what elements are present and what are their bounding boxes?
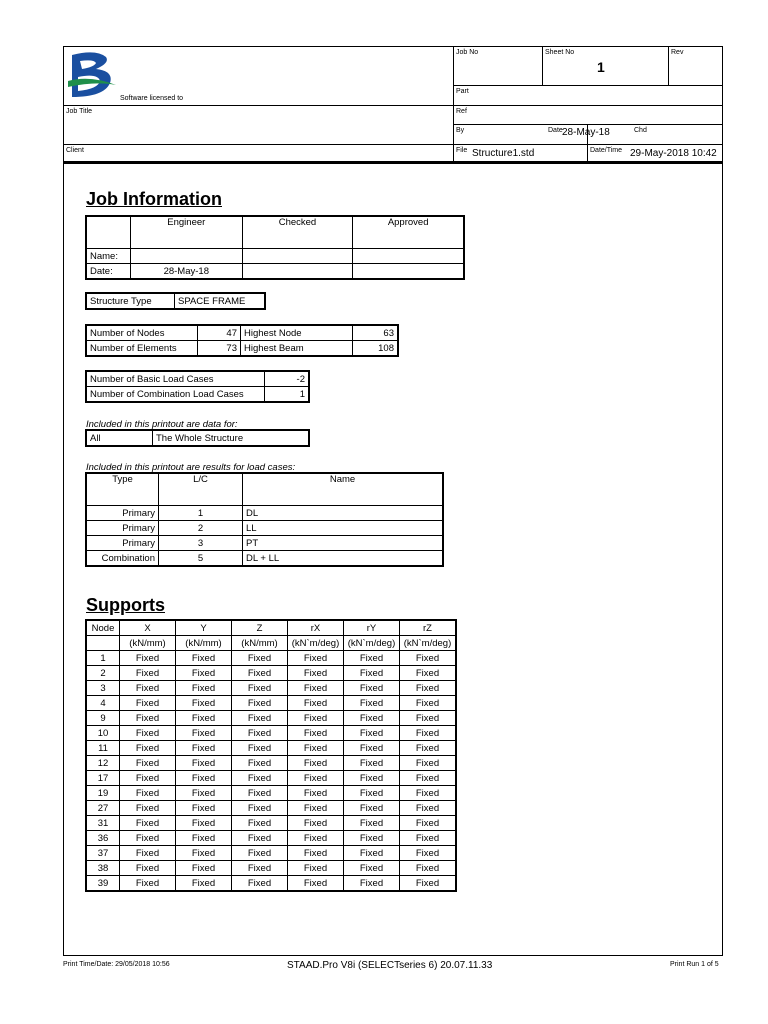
support-node: 4 [87, 696, 120, 711]
support-condition: Fixed [344, 876, 400, 891]
lc-number: 2 [159, 521, 243, 536]
lc-type: Primary [87, 506, 159, 521]
elements-label: Number of Elements [87, 341, 198, 356]
lc-type: Primary [87, 521, 159, 536]
supports-table [86, 620, 456, 891]
support-condition: Fixed [400, 831, 456, 846]
table-row [87, 876, 456, 891]
support-condition: Fixed [176, 681, 232, 696]
job-info-table [86, 216, 464, 279]
engineer-header: Engineer [130, 217, 242, 249]
part-label: Part [456, 88, 469, 95]
support-condition: Fixed [288, 816, 344, 831]
support-condition: Fixed [344, 786, 400, 801]
support-condition: Fixed [176, 786, 232, 801]
support-condition: Fixed [120, 756, 176, 771]
page-frame-right [722, 163, 723, 956]
included-data-description: The Whole Structure [153, 431, 309, 446]
supports-header-node: Node [87, 621, 120, 636]
support-condition: Fixed [176, 711, 232, 726]
date-value: 28-May-18 [562, 127, 610, 138]
support-condition: Fixed [232, 846, 288, 861]
support-condition: Fixed [400, 786, 456, 801]
support-condition: Fixed [400, 726, 456, 741]
table-row [87, 551, 443, 566]
support-condition: Fixed [400, 816, 456, 831]
included-data-caption: Included in this printout are data for: [86, 419, 238, 430]
support-node: 2 [87, 666, 120, 681]
support-condition: Fixed [288, 801, 344, 816]
support-condition: Fixed [344, 696, 400, 711]
support-condition: Fixed [344, 711, 400, 726]
lc-type: Combination [87, 551, 159, 566]
table-row [87, 521, 443, 536]
support-condition: Fixed [120, 831, 176, 846]
datetime-value: 29-May-2018 10:42 [630, 148, 717, 159]
checked-header: Checked [242, 217, 353, 249]
table-row [87, 711, 456, 726]
support-condition: Fixed [288, 666, 344, 681]
support-condition: Fixed [400, 711, 456, 726]
supports-unit: (kN`m/deg) [400, 636, 456, 651]
support-condition: Fixed [344, 831, 400, 846]
table-row [87, 536, 443, 551]
table-row [87, 726, 456, 741]
support-condition: Fixed [288, 756, 344, 771]
support-condition: Fixed [344, 801, 400, 816]
support-condition: Fixed [344, 846, 400, 861]
highest-node-value: 63 [353, 326, 398, 341]
support-node: 19 [87, 786, 120, 801]
product-version: STAAD.Pro V8i (SELECTseries 6) 20.07.11.33 [287, 960, 493, 971]
table-row [87, 756, 456, 771]
supports-heading: Supports [86, 595, 165, 615]
load-cases-table [86, 473, 443, 566]
support-condition: Fixed [232, 696, 288, 711]
lc-number: 1 [159, 506, 243, 521]
support-condition: Fixed [400, 771, 456, 786]
table-row [87, 771, 456, 786]
support-condition: Fixed [232, 876, 288, 891]
support-condition: Fixed [288, 786, 344, 801]
table-row [87, 801, 456, 816]
bentley-logo-icon [66, 51, 118, 101]
lc-name: LL [243, 521, 443, 536]
date-label: Date [548, 127, 563, 134]
support-condition: Fixed [232, 816, 288, 831]
support-condition: Fixed [232, 786, 288, 801]
basic-load-cases-value: -2 [265, 372, 309, 387]
support-condition: Fixed [288, 846, 344, 861]
structure-type-table [86, 293, 265, 309]
support-condition: Fixed [176, 771, 232, 786]
support-node: 31 [87, 816, 120, 831]
support-condition: Fixed [176, 801, 232, 816]
support-condition: Fixed [120, 861, 176, 876]
support-condition: Fixed [344, 726, 400, 741]
support-condition: Fixed [344, 681, 400, 696]
support-node: 3 [87, 681, 120, 696]
print-time: Print Time/Date: 29/05/2018 10:56 [63, 961, 170, 968]
job-information-heading: Job Information [86, 189, 222, 209]
approved-header: Approved [353, 217, 464, 249]
support-condition: Fixed [176, 651, 232, 666]
supports-header-x: X [120, 621, 176, 636]
support-condition: Fixed [344, 816, 400, 831]
support-condition: Fixed [288, 681, 344, 696]
support-condition: Fixed [232, 801, 288, 816]
support-condition: Fixed [344, 651, 400, 666]
structure-type-label: Structure Type [87, 294, 175, 309]
lc-number: 5 [159, 551, 243, 566]
table-row [87, 846, 456, 861]
support-condition: Fixed [120, 816, 176, 831]
lc-name: DL [243, 506, 443, 521]
table-row [87, 861, 456, 876]
support-condition: Fixed [176, 816, 232, 831]
support-condition: Fixed [288, 831, 344, 846]
support-condition: Fixed [232, 771, 288, 786]
table-row [87, 666, 456, 681]
support-condition: Fixed [176, 831, 232, 846]
support-condition: Fixed [176, 756, 232, 771]
lc-number: 3 [159, 536, 243, 551]
elements-value: 73 [198, 341, 241, 356]
support-condition: Fixed [400, 876, 456, 891]
file-value: Structure1.std [472, 148, 535, 159]
print-run: Print Run 1 of 5 [670, 961, 719, 968]
licensed-to-label: Software licensed to [120, 95, 184, 102]
support-condition: Fixed [176, 861, 232, 876]
supports-header-rx: rX [288, 621, 344, 636]
support-condition: Fixed [176, 876, 232, 891]
support-condition: Fixed [288, 696, 344, 711]
nodes-label: Number of Nodes [87, 326, 198, 341]
support-node: 12 [87, 756, 120, 771]
sheet-no-value: 1 [597, 59, 605, 75]
support-condition: Fixed [344, 861, 400, 876]
supports-unit [87, 636, 120, 651]
support-condition: Fixed [232, 681, 288, 696]
support-condition: Fixed [344, 666, 400, 681]
support-condition: Fixed [232, 756, 288, 771]
combination-load-cases-value: 1 [265, 387, 309, 402]
supports-unit: (kN/mm) [120, 636, 176, 651]
table-row [87, 741, 456, 756]
support-condition: Fixed [120, 846, 176, 861]
support-condition: Fixed [400, 696, 456, 711]
support-node: 10 [87, 726, 120, 741]
rev-label: Rev [671, 49, 684, 56]
table-row [87, 681, 456, 696]
supports-header-ry: rY [344, 621, 400, 636]
counts-table [86, 325, 398, 356]
support-condition: Fixed [288, 861, 344, 876]
table-row [87, 506, 443, 521]
support-node: 37 [87, 846, 120, 861]
support-condition: Fixed [288, 771, 344, 786]
job-no-label: Job No [456, 49, 479, 56]
date-row-label: Date: [87, 264, 131, 279]
support-condition: Fixed [288, 726, 344, 741]
support-condition: Fixed [232, 711, 288, 726]
lc-type: Primary [87, 536, 159, 551]
support-condition: Fixed [400, 741, 456, 756]
supports-header-rz: rZ [400, 621, 456, 636]
support-condition: Fixed [344, 771, 400, 786]
support-condition: Fixed [120, 726, 176, 741]
highest-node-label: Highest Node [241, 326, 353, 341]
chd-label: Chd [634, 127, 647, 134]
support-condition: Fixed [232, 666, 288, 681]
support-condition: Fixed [120, 696, 176, 711]
sheet-no-label: Sheet No [545, 49, 575, 56]
support-condition: Fixed [120, 711, 176, 726]
support-node: 1 [87, 651, 120, 666]
lc-name: DL + LL [243, 551, 443, 566]
datetime-label: Date/Time [590, 147, 623, 154]
table-row [87, 651, 456, 666]
support-condition: Fixed [120, 801, 176, 816]
support-condition: Fixed [176, 741, 232, 756]
support-node: 9 [87, 711, 120, 726]
included-data-table [86, 430, 309, 446]
support-condition: Fixed [120, 651, 176, 666]
support-condition: Fixed [288, 876, 344, 891]
load-case-count-table [86, 371, 309, 402]
support-condition: Fixed [120, 771, 176, 786]
support-node: 17 [87, 771, 120, 786]
supports-header-y: Y [176, 621, 232, 636]
supports-header-z: Z [232, 621, 288, 636]
support-condition: Fixed [176, 726, 232, 741]
lc-header: L/C [159, 474, 243, 506]
included-results-caption: Included in this printout are results for load cases: [86, 462, 296, 473]
basic-load-cases-label: Number of Basic Load Cases [87, 372, 265, 387]
job-title-label: Job Title [66, 108, 93, 115]
by-label: By [456, 127, 465, 134]
engineer-date: 28-May-18 [130, 264, 242, 279]
name-header: Name [243, 474, 443, 506]
table-row [87, 816, 456, 831]
support-condition: Fixed [400, 861, 456, 876]
type-header: Type [87, 474, 159, 506]
structure-type-value: SPACE FRAME [175, 294, 265, 309]
table-row [87, 831, 456, 846]
support-condition: Fixed [176, 846, 232, 861]
highest-beam-value: 108 [353, 341, 398, 356]
nodes-value: 47 [198, 326, 241, 341]
support-node: 27 [87, 801, 120, 816]
table-row [87, 786, 456, 801]
support-condition: Fixed [120, 741, 176, 756]
support-condition: Fixed [176, 696, 232, 711]
supports-unit: (kN`m/deg) [288, 636, 344, 651]
support-condition: Fixed [400, 801, 456, 816]
support-condition: Fixed [288, 741, 344, 756]
support-node: 38 [87, 861, 120, 876]
support-condition: Fixed [232, 726, 288, 741]
support-condition: Fixed [232, 741, 288, 756]
support-condition: Fixed [120, 786, 176, 801]
support-condition: Fixed [288, 711, 344, 726]
support-condition: Fixed [288, 651, 344, 666]
support-condition: Fixed [120, 681, 176, 696]
support-condition: Fixed [400, 756, 456, 771]
support-condition: Fixed [344, 756, 400, 771]
page-frame-left [63, 163, 64, 956]
table-row [87, 696, 456, 711]
support-condition: Fixed [344, 741, 400, 756]
support-condition: Fixed [400, 666, 456, 681]
support-condition: Fixed [120, 876, 176, 891]
lc-name: PT [243, 536, 443, 551]
support-condition: Fixed [400, 651, 456, 666]
highest-beam-label: Highest Beam [241, 341, 353, 356]
supports-unit: (kN`m/deg) [344, 636, 400, 651]
page-frame-bottom [63, 955, 723, 956]
support-node: 11 [87, 741, 120, 756]
support-node: 36 [87, 831, 120, 846]
support-condition: Fixed [232, 861, 288, 876]
ref-label: Ref [456, 108, 467, 115]
combination-load-cases-label: Number of Combination Load Cases [87, 387, 265, 402]
support-condition: Fixed [120, 666, 176, 681]
support-condition: Fixed [400, 681, 456, 696]
support-node: 39 [87, 876, 120, 891]
support-condition: Fixed [232, 651, 288, 666]
support-condition: Fixed [232, 831, 288, 846]
support-condition: Fixed [400, 846, 456, 861]
supports-unit: (kN/mm) [232, 636, 288, 651]
client-label: Client [66, 147, 84, 154]
supports-unit: (kN/mm) [176, 636, 232, 651]
included-data-scope: All [87, 431, 153, 446]
support-condition: Fixed [176, 666, 232, 681]
file-label: File [456, 147, 468, 154]
name-row-label: Name: [87, 249, 131, 264]
report-header [63, 46, 723, 164]
